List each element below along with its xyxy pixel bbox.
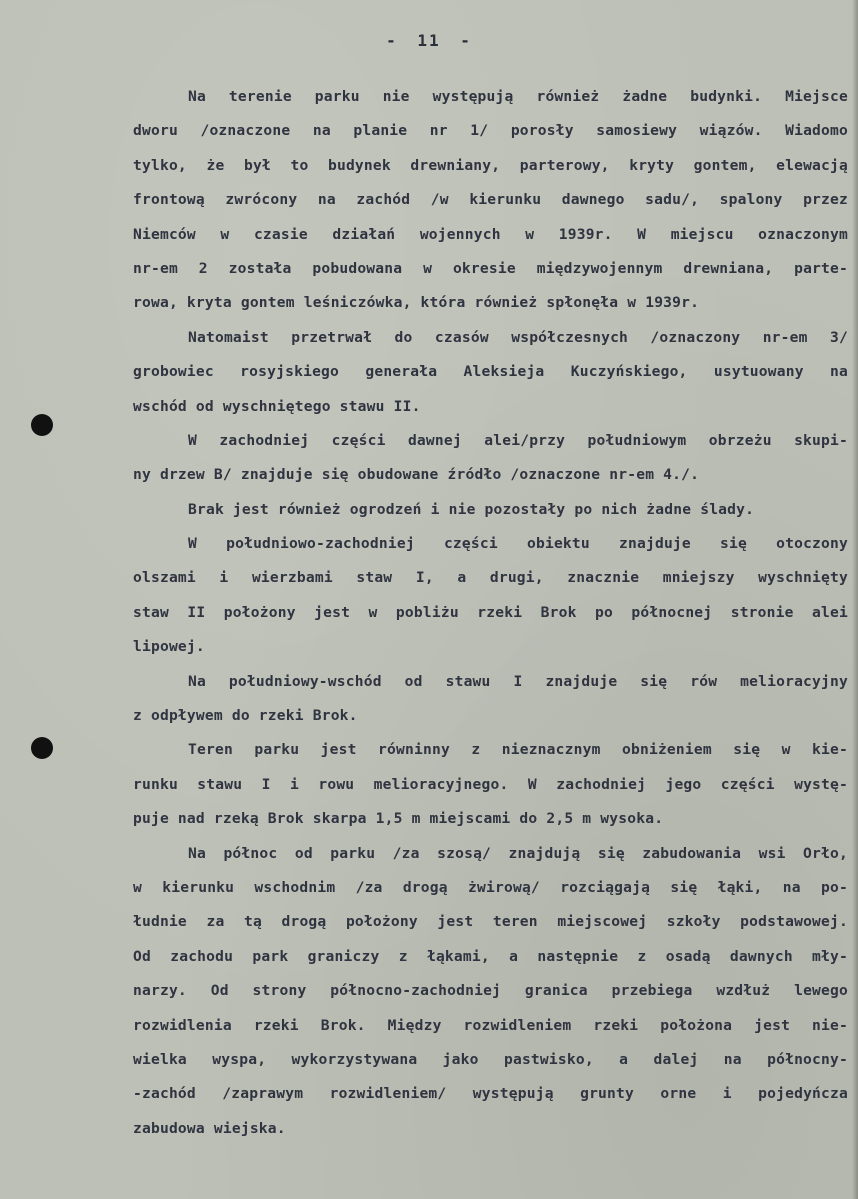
text-line: Na południowy-wschód od stawu I znajduje się rów melioracyjny [188, 672, 848, 690]
text-line: Niemców w czasie działań wojennych w 1939r. W miejscu oznaczonym [133, 225, 848, 243]
text-line: z odpływem do rzeki Brok. [133, 707, 358, 725]
text-line: -zachód /zaprawym rozwidleniem/ występują grunty orne i pojedyńcza [133, 1085, 848, 1103]
text-line: grobowiec rosyjskiego generała Aleksieja Kuczyńskiego, usytuowany na [133, 363, 848, 381]
page-number-value: 11 [417, 31, 441, 50]
text-line: olszami i wierzbami staw I, a drugi, znacznie mniejszy wyschnięty [133, 569, 848, 587]
text-line: Na terenie parku nie występują również żadne budynki. Miejsce [188, 88, 848, 105]
text-line: wielka wyspa, wykorzystywana jako pastwisko, a dalej na północny- [133, 1050, 848, 1068]
text-line: frontową zwrócony na zachód /w kierunku dawnego sadu/, spalony przez [133, 191, 848, 209]
text-line: Teren parku jest równinny z nieznacznym obniżeniem się w kie- [188, 741, 848, 759]
text-line: Od zachodu park graniczy z łąkami, a następnie z osadą dawnych mły- [133, 947, 848, 965]
text-line: nr-em 2 została pobudowana w okresie międzywojennym drewniana, parte- [133, 259, 848, 277]
text-line: ny drzew B/ znajduje się obudowane źródło /oznaczone nr-em 4./. [133, 466, 700, 484]
text-line: Brak jest również ogrodzeń i nie pozostały po nich żadne ślady. [188, 500, 755, 518]
text-line: staw II położony jest w pobliżu rzeki Brok po północnej stronie alei [133, 603, 848, 621]
text-line: lipowej. [133, 638, 205, 656]
text-line: w kierunku wschodnim /za drogą żwirową/ rozciągają się łąki, na po- [133, 878, 848, 896]
text-line: Natomaist przetrwał do czasów współczesnych /oznaczony nr-em 3/ [188, 328, 848, 346]
punch-hole-top [31, 414, 53, 436]
text-line: Na północ od parku /za szosą/ znajdują się zabudowania wsi Orło, [188, 844, 848, 862]
text-line: puje nad rzeką Brok skarpa 1,5 m miejscami do 2,5 m wysoka. [133, 810, 664, 828]
body-text [133, 80, 848, 1146]
text-line: runku stawu I i rowu melioracyjnego. W zachodniej jego części wystę- [133, 775, 848, 793]
page-edge-shadow [852, 0, 858, 1199]
text-line: łudnie za tą drogą położony jest teren miejscowej szkoły podstawowej. [133, 913, 848, 931]
text-line: tylko, że był to budynek drewniany, parterowy, kryty gontem, elewacją [133, 156, 848, 174]
text-line: dworu /oznaczone na planie nr 1/ porosły samosiewy wiązów. Wiadomo [133, 122, 848, 140]
text-line: wschód od wyschniętego stawu II. [133, 397, 421, 415]
text-line: rowa, kryta gontem leśniczówka, która również spłonęła w 1939r. [133, 294, 700, 312]
text-line: narzy. Od strony północno-zachodniej granica przebiega wzdłuż lewego [133, 982, 848, 1000]
text-line: W zachodniej części dawnej alei/przy południowym obrzeżu skupi- [188, 431, 848, 449]
text-line: W południowo-zachodniej części obiektu znajduje się otoczony [188, 535, 848, 553]
punch-hole-bottom [31, 737, 53, 759]
page-number-dash-right: - [460, 31, 472, 50]
text-line: rozwidlenia rzeki Brok. Między rozwidleniem rzeki położona jest nie- [133, 1016, 848, 1034]
text-line: zabudowa wiejska. [133, 1119, 286, 1137]
page-number-dash-left: - [386, 31, 398, 50]
page-number [0, 31, 858, 50]
